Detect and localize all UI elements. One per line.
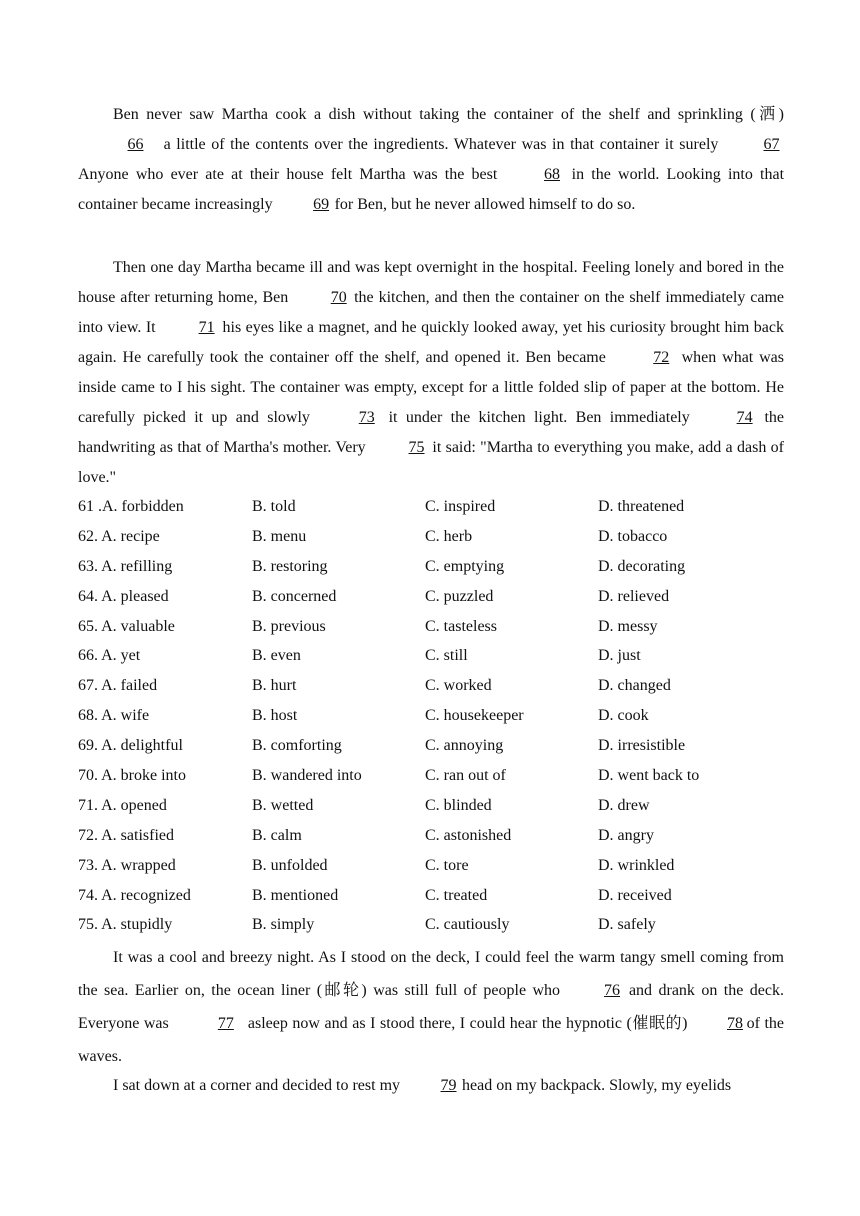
option-c: C. worked [425,677,492,695]
option-d: D. just [598,647,641,665]
option-c: C. annoying [425,737,504,755]
option-c: C. tore [425,856,469,874]
blank-73: 73 [358,409,375,426]
blank-70: 70 [330,289,347,306]
option-b: B. previous [252,617,326,635]
option-a: 61 .A. forbidden [78,498,184,515]
passage1-paragraph2: Then one day Martha became ill and was kept overnight in the hospital. Feeling lonely and bored in the house after returning home, Ben 70 the kitchen, and then the container on the shelf immediately came into view. It 71 his eyes like a magnet, and he quickly looked away, yet his curiosity brought him back again. He carefully took the container off the shelf, and opened it. Ben became 72 when what was inside came to I his sight. The container was empty, except for a little folded slip of paper at the bottom. He carefully picked it up and slowly 73 it under the kitchen light. Ben immediately 74 the handwriting as that of Martha's mother. Very 75 it said: "Martha to everything you make, add a dash of love." [78,259,785,486]
option-row [78,761,784,791]
option-b: B. comforting [252,737,342,755]
blank-67: 67 [763,136,780,153]
option-b: B. calm [252,826,302,844]
option-a: 74. A. recognized [78,886,191,904]
option-d: D. decorating [598,557,686,575]
option-row [78,612,784,642]
option-a: 73. A. wrapped [78,856,176,874]
option-a: 72. A. satisfied [78,826,174,844]
option-row [78,881,784,911]
blank-79: 79 [440,1077,457,1094]
option-c: C. cautiously [425,916,510,934]
option-b: B. wetted [252,796,314,814]
option-d: D. tobacco [598,527,668,545]
blank-76: 76 [604,982,620,999]
option-row [78,791,784,821]
option-a: 75. A. stupidly [78,916,173,934]
option-c: C. ran out of [425,767,506,785]
option-c: C. herb [425,527,473,545]
option-d: D. messy [598,617,658,635]
option-a: 62. A. recipe [78,527,160,545]
option-c: C. housekeeper [425,707,524,725]
option-c: C. astonished [425,826,512,844]
option-a: 68. A. wife [78,707,150,725]
option-a: 63. A. refilling [78,557,173,575]
blank-66: 66 [127,136,144,153]
option-d: D. threatened [598,498,685,515]
option-d: D. angry [598,826,654,844]
option-row [78,671,784,701]
blank-75: 75 [408,439,425,456]
blank-77: 77 [217,1015,234,1032]
option-row [78,910,784,940]
option-a: 69. A. delightful [78,737,183,755]
blank-72: 72 [653,349,670,366]
option-row [78,851,784,881]
option-row [78,582,784,612]
option-a: 65. A. valuable [78,617,175,635]
option-row [78,552,784,582]
blank-68: 68 [544,166,560,183]
option-d: D. received [598,886,672,904]
option-b: B. concerned [252,587,337,605]
option-d: D. drew [598,796,650,814]
option-d: D. cook [598,707,649,725]
option-row [78,522,784,552]
passage1-paragraph1: Ben never saw Martha cook a dish without taking the container of the shelf and sprinkling (洒) 66 a little of the contents over the ingredients. Whatever was in that container it surely 67 Anyone who ever ate at their house felt Martha was the best 68 in the world. Looking into that container became increasingly 69 for Ben, but he never allowed himself to do so. [78,100,784,220]
answer-options [78,492,784,940]
option-b: B. even [252,647,301,665]
option-c: C. blinded [425,796,492,814]
option-d: D. safely [598,916,656,934]
option-d: D. wrinkled [598,856,675,874]
option-d: D. irresistible [598,737,686,755]
passage2-paragraph1: It was a cool and breezy night. As I stood on the deck, I could feel the warm tangy smell coming from the sea. Earlier on, the ocean liner (邮轮) was still full of people who 76 and drank on the deck. Everyone was 77 asleep now and as I stood there, I could hear the hypnotic (催眠的) 78 of the waves. [78,949,785,1065]
option-d: D. went back to [598,767,700,785]
option-a: 64. A. pleased [78,587,169,605]
blank-74: 74 [736,409,753,426]
option-c: C. tasteless [425,617,497,635]
option-row [78,492,784,522]
option-row [78,731,784,761]
option-a: 66. A. yet [78,647,141,665]
option-row [78,641,784,671]
option-b: B. wandered into [252,767,362,785]
option-c: C. treated [425,886,488,904]
option-b: B. restoring [252,557,328,575]
option-b: B. menu [252,527,307,545]
option-b: B. told [252,498,296,515]
blank-71: 71 [198,319,215,336]
option-b: B. host [252,707,298,725]
option-c: C. inspired [425,498,496,515]
option-row [78,821,784,851]
option-d: D. changed [598,677,671,695]
option-b: B. simply [252,916,315,934]
option-a: 67. A. failed [78,677,158,695]
option-b: B. hurt [252,677,297,695]
option-row [78,701,784,731]
option-c: C. still [425,647,468,665]
option-b: B. unfolded [252,856,328,874]
option-a: 70. A. broke into [78,767,186,785]
option-c: C. puzzled [425,587,494,605]
option-a: 71. A. opened [78,796,167,814]
option-d: D. relieved [598,587,670,605]
option-c: C. emptying [425,557,505,575]
option-b: B. mentioned [252,886,339,904]
blank-78: 78 [727,1015,744,1032]
passage2-paragraph2: I sat down at a corner and decided to rest my 79 head on my backpack. Slowly, my eyelids [78,1071,784,1101]
blank-69: 69 [313,196,330,213]
